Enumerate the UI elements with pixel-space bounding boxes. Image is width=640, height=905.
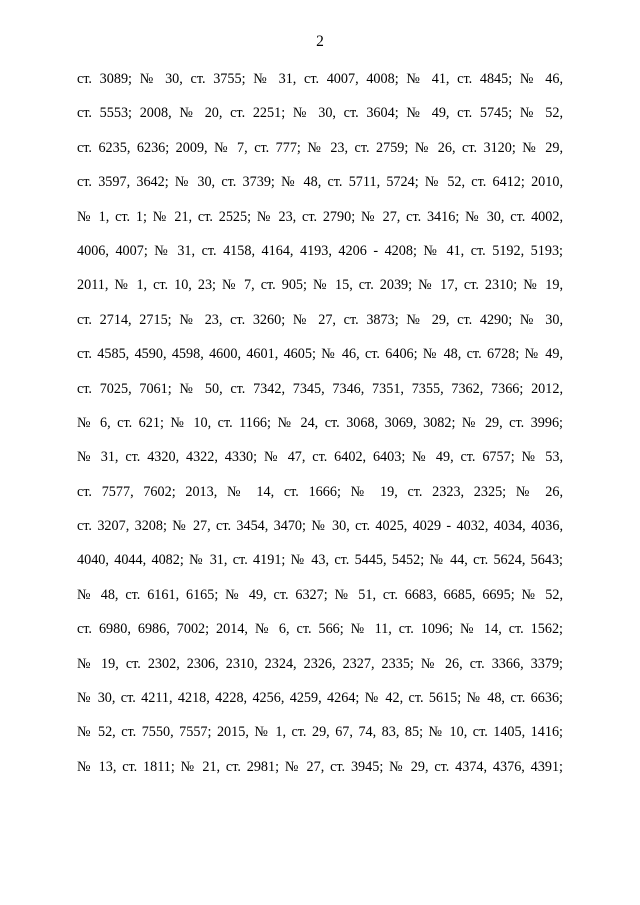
text-line: 4040, 4044, 4082; № 31, ст. 4191; № 43, ст. 5445, 5452; № 44, ст. 5624, 5643; [77, 552, 563, 569]
text-line: № 1, ст. 1; № 21, ст. 2525; № 23, ст. 2790; № 27, ст. 3416; № 30, ст. 4002, [77, 208, 563, 225]
text-line: № 6, ст. 621; № 10, ст. 1166; № 24, ст. 3068, 3069, 3082; № 29, ст. 3996; [77, 414, 563, 431]
text-line: ст. 2714, 2715; № 23, ст. 3260; № 27, ст. 3873; № 29, ст. 4290; № 30, [77, 311, 563, 328]
text-line: № 52, ст. 7550, 7557; 2015, № 1, ст. 29, 67, 74, 83, 85; № 10, ст. 1405, 1416; [77, 724, 563, 741]
text-line: ст. 7025, 7061; № 50, ст. 7342, 7345, 7346, 7351, 7355, 7362, 7366; 2012, [77, 380, 563, 397]
text-line: № 31, ст. 4320, 4322, 4330; № 47, ст. 6402, 6403; № 49, ст. 6757; № 53, [77, 449, 563, 466]
text-line: ст. 3089; № 30, ст. 3755; № 31, ст. 4007, 4008; № 41, ст. 4845; № 46, [77, 71, 563, 87]
text-line: № 48, ст. 6161, 6165; № 49, ст. 6327; № 51, ст. 6683, 6685, 6695; № 52, [77, 586, 563, 603]
page-number: 2 [316, 33, 324, 50]
text-line: 4006, 4007; № 31, ст. 4158, 4164, 4193, 4206 - 4208; № 41, ст. 5192, 5193; [77, 242, 563, 259]
text-line: ст. 3207, 3208; № 27, ст. 3454, 3470; № 30, ст. 4025, 4029 - 4032, 4034, 4036, [77, 518, 563, 535]
body-text [77, 69, 563, 791]
text-line: № 30, ст. 4211, 4218, 4228, 4256, 4259, 4264; № 42, ст. 5615; № 48, ст. 6636; [77, 690, 563, 707]
text-line: 2011, № 1, ст. 10, 23; № 7, ст. 905; № 15, ст. 2039; № 17, ст. 2310; № 19, [77, 277, 563, 294]
text-line: № 13, ст. 1811; № 21, ст. 2981; № 27, ст. 3945; № 29, ст. 4374, 4376, 4391; [77, 758, 563, 775]
text-line: ст. 6980, 6986, 7002; 2014, № 6, ст. 566; № 11, ст. 1096; № 14, ст. 1562; [77, 621, 563, 638]
text-line: ст. 4585, 4590, 4598, 4600, 4601, 4605; № 46, ст. 6406; № 48, ст. 6728; № 49, [77, 346, 563, 363]
text-line: ст. 7577, 7602; 2013, № 14, ст. 1666; № 19, ст. 2323, 2325; № 26, [77, 483, 563, 500]
text-line: ст. 3597, 3642; № 30, ст. 3739; № 48, ст. 5711, 5724; № 52, ст. 6412; 2010, [77, 174, 563, 191]
text-line: ст. 5553; 2008, № 20, ст. 2251; № 30, ст. 3604; № 49, ст. 5745; № 52, [77, 105, 563, 122]
text-line: ст. 6235, 6236; 2009, № 7, ст. 777; № 23, ст. 2759; № 26, ст. 3120; № 29, [77, 139, 563, 156]
text-line: № 19, ст. 2302, 2306, 2310, 2324, 2326, 2327, 2335; № 26, ст. 3366, 3379; [77, 655, 563, 672]
